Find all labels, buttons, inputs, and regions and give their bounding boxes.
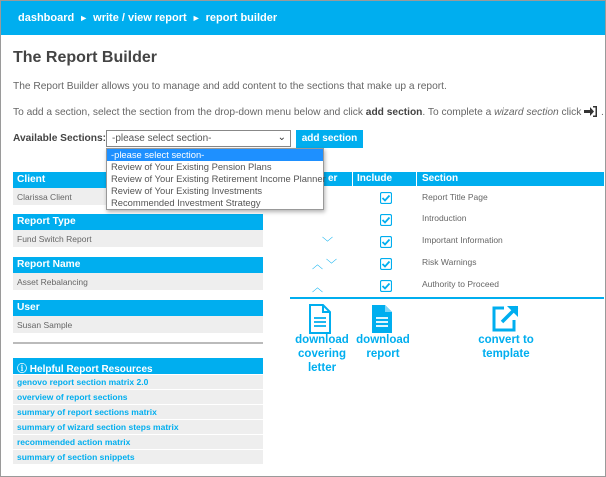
dropdown-option[interactable]: -please select section-: [107, 149, 323, 161]
client-value: Clarissa Client: [13, 188, 263, 205]
report-type-title: Report Type: [13, 214, 263, 230]
dropdown-option[interactable]: Review of Your Existing Retirement Income Planner: [111, 173, 326, 184]
resource-link[interactable]: summary of wizard section steps matrix: [13, 420, 263, 434]
header-section: Section: [422, 173, 459, 184]
resource-link[interactable]: recommended action matrix: [13, 435, 263, 449]
add-section-button[interactable]: add section: [296, 130, 363, 148]
resource-link[interactable]: summary of section snippets: [13, 450, 263, 464]
resources-title: [13, 358, 263, 374]
include-checkbox[interactable]: [380, 214, 392, 226]
resource-link[interactable]: summary of report sections matrix: [13, 405, 263, 419]
intro-text: The Report Builder allows you to manage and add content to the sections that make up a report.: [13, 81, 447, 92]
instruction-mid: . To complete a: [422, 107, 495, 118]
move-up-button[interactable]: ︿: [312, 282, 323, 294]
include-checkbox[interactable]: [380, 280, 392, 292]
dropdown-option[interactable]: Review of Your Existing Investments: [111, 185, 263, 196]
external-link-icon[interactable]: [490, 304, 520, 332]
chevron-right-icon: ►: [79, 13, 89, 23]
chevron-down-icon: ⌄: [277, 132, 286, 143]
section-select-value: -please select section-: [112, 133, 212, 144]
include-checkbox[interactable]: [380, 236, 392, 248]
resources-title-text: Helpful Report Resources: [29, 364, 153, 375]
include-checkbox[interactable]: [380, 192, 392, 204]
dropdown-option[interactable]: Review of Your Existing Pension Plans: [111, 161, 272, 172]
report-type-value: Fund Switch Report: [13, 230, 263, 247]
move-down-button[interactable]: ﹀: [322, 237, 333, 249]
instruction-text: [13, 106, 604, 118]
dropdown-option[interactable]: Recommended Investment Strategy: [111, 197, 261, 208]
document-filled-icon[interactable]: [370, 304, 394, 334]
resource-link[interactable]: overview of report sections: [13, 390, 263, 404]
header-divider: [352, 172, 353, 186]
user-title: User: [13, 300, 263, 316]
instruction-bold: add section: [365, 107, 423, 118]
resource-link[interactable]: genovo report section matrix 2.0: [13, 375, 263, 389]
download-report-button[interactable]: download report: [356, 334, 410, 360]
breadcrumb-write-view-report[interactable]: write / view report: [93, 12, 187, 24]
table-rule: [290, 297, 604, 299]
divider: [13, 342, 263, 344]
include-checkbox[interactable]: [380, 258, 392, 270]
section-name: Risk Warnings: [422, 257, 477, 267]
header-include: Include: [357, 173, 393, 184]
convert-to-template-button[interactable]: convert to template: [478, 334, 534, 360]
sections-table-header: [290, 172, 604, 186]
chevron-right-icon: ►: [191, 13, 201, 23]
user-value: Susan Sample: [13, 316, 263, 333]
instruction-italic: wizard section: [494, 107, 559, 118]
section-name: Important Information: [422, 235, 503, 245]
report-name-title: Report Name: [13, 257, 263, 273]
page-title: The Report Builder: [13, 49, 158, 66]
breadcrumb: [1, 1, 605, 35]
instruction-end: .: [601, 107, 604, 118]
reorder-buttons[interactable]: ︿ ﹀: [312, 259, 338, 271]
report-name-value: Asset Rebalancing: [13, 273, 263, 290]
instruction-post: click: [558, 107, 582, 118]
section-name: Introduction: [422, 213, 467, 223]
available-sections-label: Available Sections:: [13, 133, 107, 144]
instruction-pre: To add a section, select the section from the drop-down menu below and click: [13, 107, 366, 118]
header-order: er: [328, 173, 338, 184]
sign-in-icon: [584, 106, 598, 117]
breadcrumb-dashboard[interactable]: dashboard: [18, 12, 75, 24]
download-covering-letter-button[interactable]: download covering letter: [295, 334, 349, 374]
info-icon: ⓘ: [17, 364, 27, 375]
section-name: Authority to Proceed: [422, 279, 500, 289]
section-dropdown-list: [106, 148, 324, 210]
client-title: Client: [13, 172, 263, 188]
section-select[interactable]: [106, 130, 291, 147]
document-outline-icon[interactable]: [308, 304, 332, 334]
breadcrumb-report-builder: report builder: [205, 12, 278, 24]
section-name: Report Title Page: [422, 192, 488, 202]
header-divider: [416, 172, 417, 186]
